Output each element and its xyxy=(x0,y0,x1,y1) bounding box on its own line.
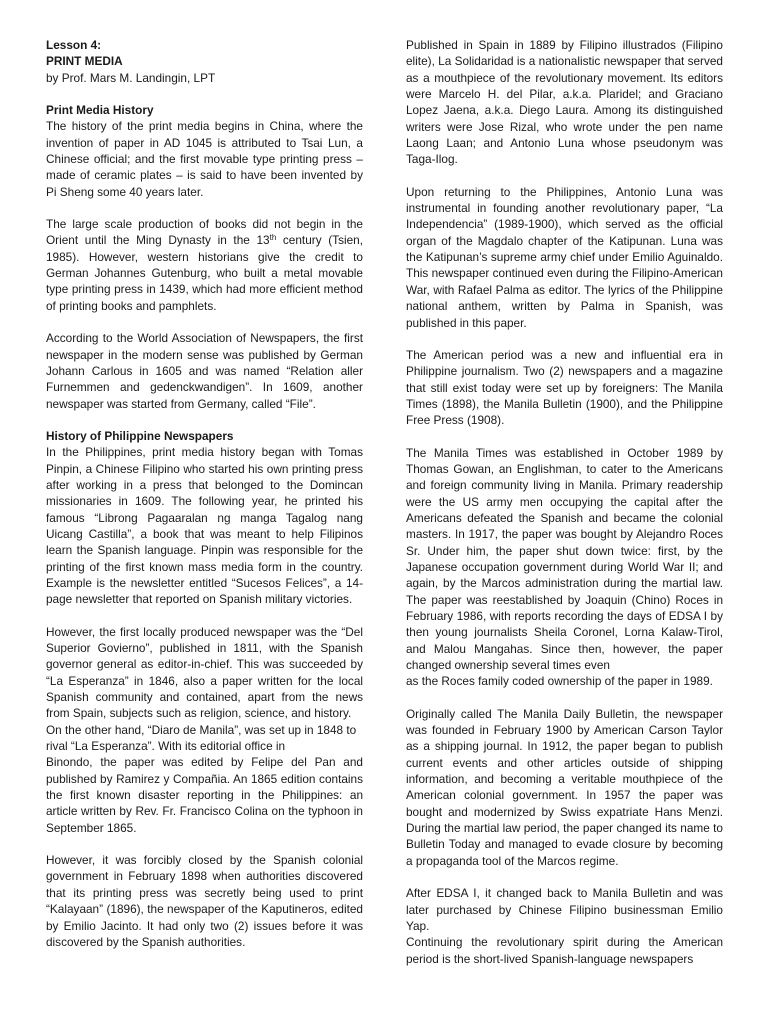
paragraph: Published in Spain in 1889 by Filipino illustrados (Filipino elite), La Solidaridad is a nationalistic newspaper that served as a mouthpiece of the revolutionary movement. Its editors were Marcelo H. del Pilar, a.k.a. Plaridel; and Graciano Lopez Jaena, a.k.a. Diego Laura. Among its distinguished writers were Jose Rizal, who wrote under the pen name Laong Laan; and Antonio Luna whose pseudonym was Taga-Ilog. xyxy=(406,38,723,167)
paragraph: However, the first locally produced newspaper was the “Del Superior Govierno”, published in 1811, with the Spanish governor general as editor-in-chief. This was succeeded by “La Esperanza” in 1846, also a paper written for the local Spanish community and contained, apart from the news from Spain, subjects such as religion, science, and history. xyxy=(46,624,363,721)
paragraph: On the other hand, “Diaro de Manila”, was set up in 1848 to rival “La Esperanza”. With its editorial office in xyxy=(46,722,357,754)
paragraph: After EDSA I, it changed back to Manila Bulletin and was later purchased by Chinese Filipino businessman Emilio Yap. xyxy=(406,886,723,933)
right-column xyxy=(406,37,723,967)
paragraph: Upon returning to the Philippines, Antonio Luna was instrumental in founding another revolutionary paper, “La Independencia” (1989-1900), which served as the official organ of the Magdalo chapter of the Katipunan. Luna was the Katipunan’s supreme army chief under Emilio Aguinaldo. This newspaper continued even during the Filipino-American War, with Rafael Palma as editor. The lyrics of the Philippine national anthem, written by Palma in Spanish, was published in this paper. xyxy=(406,184,723,330)
paragraph: Originally called The Manila Daily Bulletin, the newspaper was founded in February 1900 by American Carson Taylor as a shipping journal. In 1912, the paper began to publish current events and other articles outside of shipping information, and becoming a veritable mouthpiece of the American colonial government. In 1957 the paper was bought and modernized by Swiss expatriate Hans Menzi. During the martial law period, the paper changed its name to Bulletin Today and managed to evade closure by becoming a propaganda tool of the Marcos regime. xyxy=(406,706,723,868)
paragraph: Binondo, the paper was edited by Felipe del Pan and published by Ramirez y Compañia. An 1865 edition contains the first known disaster reporting in the Philippines: an article written by Rev. Fr. Francisco Colina on the typhoon in September 1865. xyxy=(46,755,363,835)
section-heading-philippine-newspapers: History of Philippine Newspapers xyxy=(46,428,234,443)
paragraph: The American period was a new and influential era in Philippine journalism. Two (2) newspapers and a magazine that still exist today were set up by foreigners: The Manila Times (1898), the Manila Bulletin (1900), and the Philippine Free Press (1908). xyxy=(406,347,723,428)
paragraph: Continuing the revolutionary spirit during the American period is the short-lived Spanish-language newspapers xyxy=(406,935,723,966)
paragraph: as the Roces family coded ownership of the paper in 1989. xyxy=(406,674,713,689)
paragraph: However, it was forcibly closed by the Spanish colonial government in February 1898 when authorities discovered that its printing press was secretly being used to print “Kalayaan” (1896), the newspaper of the Kaputineros, edited by Emilio Jacinto. It had only two (2) issues before it was discovered by the Spanish authorities. xyxy=(46,853,363,949)
paragraph: In the Philippines, print media history began with Tomas Pinpin, a Chinese Filipino who started his own printing press after working in a press that belonged to the Domincan missionaries in 1609. The following year, he printed his famous “Librong Pagaaralan ng manga Tagalog nang Uicang Castilla”, a book that was meant to help Filipinos learn the Spanish language. Pinpin was responsible for the printing of the first known mass media form in the country. Example is the newsletter entitled “Sucesos Felices”, a 14-page newsletter that reported on Spanish military victories. xyxy=(46,445,363,607)
left-column xyxy=(46,37,363,950)
section-heading-print-media-history: Print Media History xyxy=(46,103,154,118)
lesson-label: Lesson 4: xyxy=(46,38,102,52)
author-line: by Prof. Mars M. Landingin, LPT xyxy=(46,70,216,85)
page-title: PRINT MEDIA xyxy=(46,54,123,69)
paragraph: The Manila Times was established in October 1989 by Thomas Gowan, an Englishman, to cater to the Americans and foreign community living in Manila. Primary readership were the US army men occupying the capital after the Americans defeated the Spanish and became the colonial masters. In 1917, the paper was bought by Alejandro Roces Sr. Under him, the paper shut down twice: first, by the Japanese occupation government during World War II; and again, by the Marcos administration during the martial law. The paper was reestablished by Joaquin (Chino) Roces in February 1986, with reports recording the days of EDSA I by then young journalists Sheila Coronel, Lorna Kalaw-Tirol, and Malou Mangahas. Since then, however, the paper changed ownership several times even xyxy=(406,445,723,673)
paragraph: The history of the print media begins in China, where the invention of paper in AD 1045 is attributed to Tsai Lun, a Chinese official; and the first movable type printing press – made of ceramic plates – is said to have been invented by Pi Sheng some 40 years later. xyxy=(46,119,363,199)
paragraph: According to the World Association of Newspapers, the first newspaper in the modern sense was published by German Johann Carlous in 1605 and was named “Relation aller Furnemmen and gedenckwandigen”. In 1609, another newspaper was started from Germany, called “File”. xyxy=(46,331,363,411)
paragraph: The large scale production of books did not begin in the Orient until the Ming Dynasty in the 13th century (Tsien, 1985). However, western historians give the credit to German Johannes Gutenburg, who built a metal movable type printing press in 1439, which had more efficient method of printing books and pamphlets. xyxy=(46,217,363,313)
